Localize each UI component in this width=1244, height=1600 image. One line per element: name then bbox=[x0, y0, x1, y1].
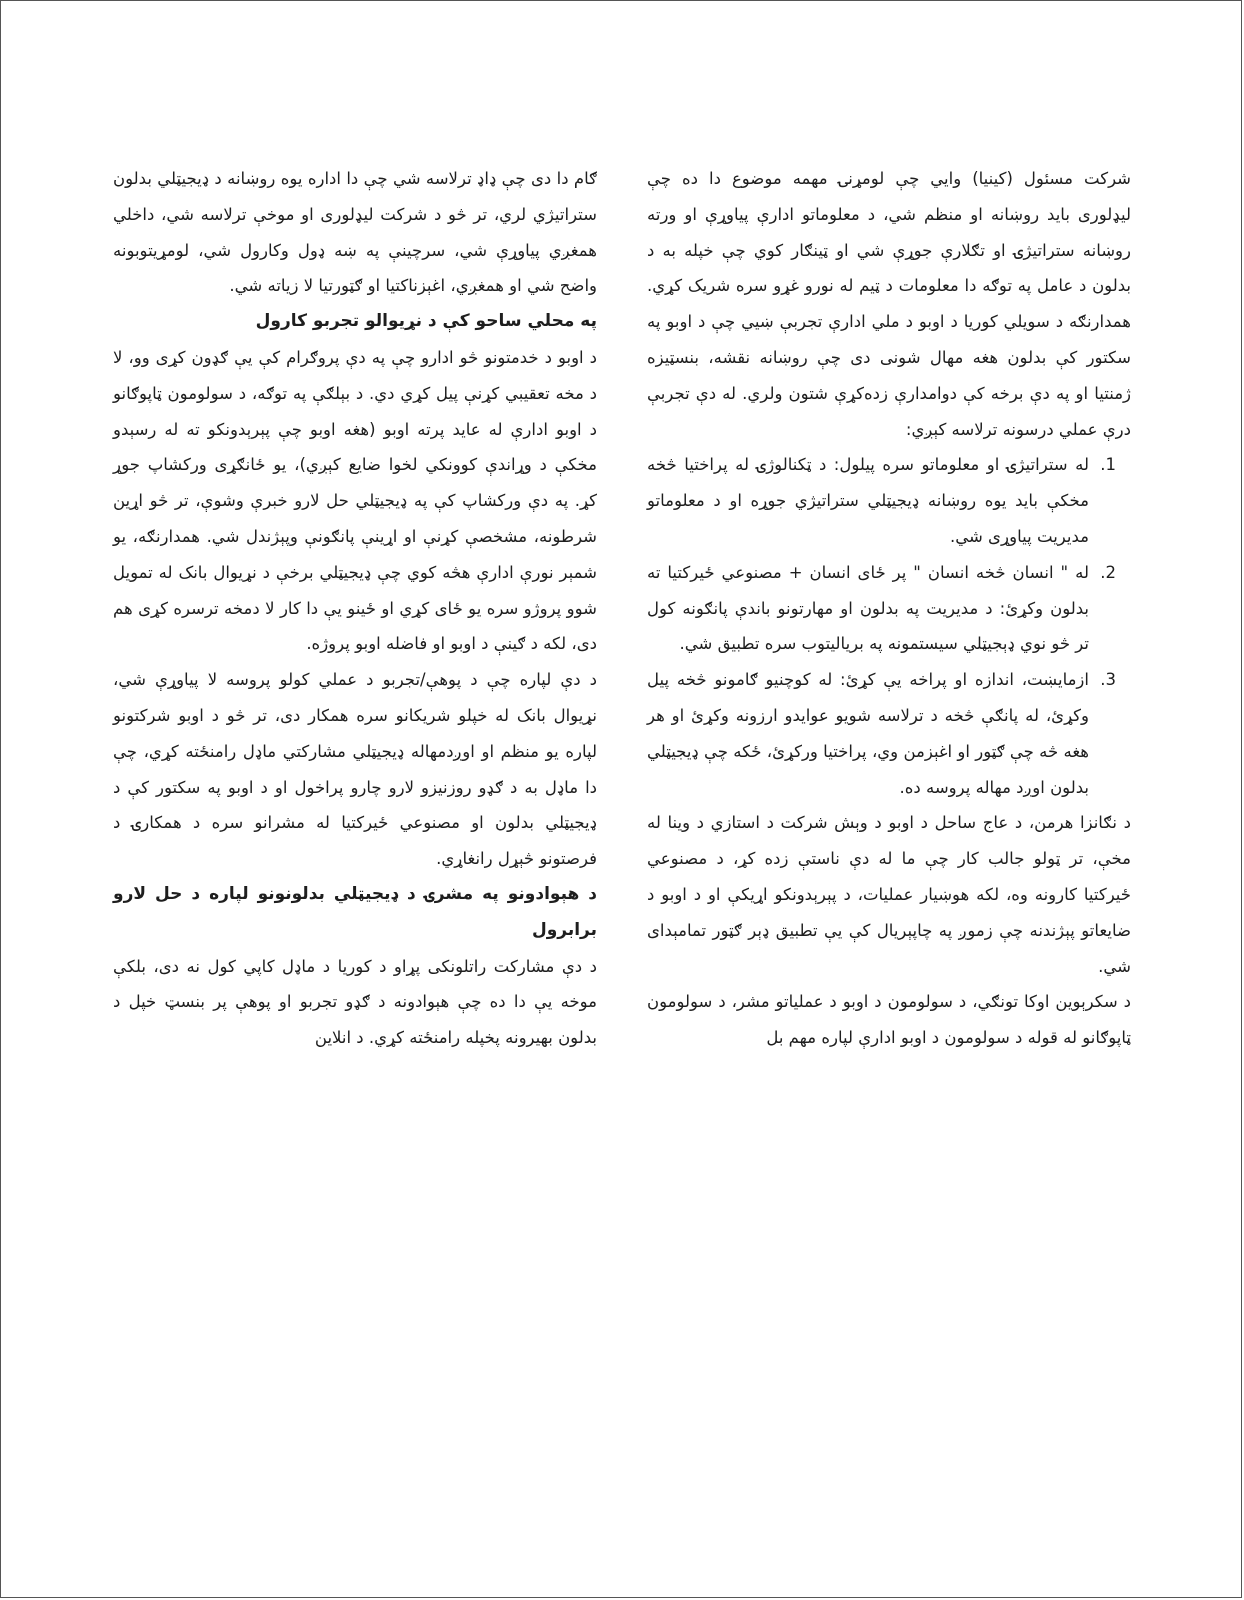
intro-paragraph: شرکت مسئول (کينيا) وايي چې لومړنۍ مهمه موضوع دا ده چې ليډلوری بايد روښانه او منظم شي، د معلوماتو ادارې پياوړې او ورته روښانه ستراتيژۍ او تګلارې جوړې شي او ټينګار کوي چې خپله به د بدلون د عامل په توګه دا معلومات د ټيم له نورو غړو سره شريک کړي. همدارنګه د سويلي کوريا د اوبو د ملي ادارې تجربې ښيي چې د اوبو په سکتور کې بدلون هغه مهال شونی دی چې روښانه نقشه، بنسټيزه ژمنتيا او په دې برخه کې دوامدارې زده‌کړې شتون ولري. له دې تجربې درې عملي درسونه ترلاسه کېږي: bbox=[647, 169, 1131, 439]
section-heading: د هېوادونو په مشرۍ د ډيجيټلي بدلونونو لپاره د حل لارو برابرول bbox=[113, 883, 597, 940]
lessons-list bbox=[647, 447, 1131, 805]
body-paragraph: د دې مشارکت راتلونکی پړاو د کوريا د ماډل کاپي کول نه دی، بلکې موخه يې دا ده چې هېوادونه د ګډو تجربو او پوهې پر بنسټ خپل د بدلون بهيرونه پخپله رامنځته کړي. د انلاين bbox=[113, 956, 597, 1048]
list-item: 2. له " انسان څخه انسان " پر ځای انسان + مصنوعي ځيرکتيا ته بدلون وکړئ: د مديريت په بدلون او مهارتونو باندې پانګونه کول تر څو نوي ډېجيټلي سيستمونه په برياليتوب سره تطبيق شي. bbox=[647, 555, 1095, 662]
left-column bbox=[113, 161, 597, 1056]
list-item: 1. له ستراتيژۍ او معلوماتو سره پيلول: د ټکنالوژۍ له پراختيا څخه مخکې بايد يوه روښانه ډيجيټلي ستراتيژي جوړه او د معلوماتو مديريت پياوړی شي. bbox=[647, 447, 1095, 554]
body-paragraph: د نګانزا هرمن، د عاج ساحل د اوبو د وېش شرکت د استازي د وينا له مخې، تر ټولو جالب کار چې ما له دې ناستې زده کړ، د مصنوعي ځيرکتيا کارونه وه، لکه هوښيار عمليات، د پېرېدونکو اړيکې او د اوبو د ضايعاتو پېژندنه چې زموږ په چاپېريال کې يې تطبيق ډېر ګټور تمامېدای شي. bbox=[647, 813, 1131, 976]
list-item: 3. ازمايښت، اندازه او پراخه يې کړئ: له کوچنيو ګامونو څخه پيل وکړئ، له پانګې څخه د ترلاسه شويو عوايدو ارزونه وکړئ او هر هغه څه چې ګټور او اغېزمن وي، پراختيا ورکړئ، ځکه چې ډيجيټلي بدلون اوږد مهاله پروسه ده. bbox=[647, 662, 1095, 805]
body-paragraph: ګام دا دی چې ډاډ ترلاسه شي چې دا اداره يوه روښانه د ډيجيټلي بدلون ستراتيژي لري، تر څو د شرکت ليډلوری او موخې ترلاسه شي، داخلي همغږي پياوړې شي، سرچينې په ښه ډول وکارول شي، لومړيتوبونه واضح شي او همغږي، اغېزناکتيا او ګټورتيا لا زياته شي. bbox=[113, 169, 597, 296]
section-heading: په محلي ساحو کې د نړيوالو تجربو کارول bbox=[255, 311, 597, 332]
body-paragraph: د سکرېوين اوکا تونګي، د سولومون د اوبو د عملياتو مشر، د سولومون ټاپوګانو له قوله د سولومون د اوبو ادارې لپاره مهم بل bbox=[647, 992, 1131, 1048]
right-column bbox=[647, 161, 1131, 1056]
body-paragraph: د اوبو د خدمتونو څو ادارو چې په دې پروګرام کې يې ګډون کړی وو، لا د مخه تعقيبي کړنې پيل کړي دي. د بېلګې په توګه، د سولومون ټاپوګانو د اوبو ادارې له عايد پرته اوبو (هغه اوبو چې پېرېدونکو ته له رسېدو مخکې د وړاندې کوونکي لخوا ضايع کېږي)، يو ځانګړی ورکشاپ جوړ کړ. په دې ورکشاپ کې په ډيجيټلي حل لارو خبرې وشوې، تر څو اړين شرطونه، مشخصې کړنې او اړينې پانګونې وپېژندل شي. همدارنګه، يو شمېر نورې ادارې هڅه کوي چې ډيجيټلي برخې د نړيوال بانک له تمويل شوو پروژو سره يو ځای کړي او ځينو يې دا کار لا دمخه ترسره کړی هم دی، لکه د ګينې د اوبو او فاضله اوبو پروژه. bbox=[113, 347, 597, 654]
body-paragraph: د دې لپاره چې د پوهې/تجربو د عملي کولو پروسه لا پياوړې شي، نړيوال بانک له خپلو شريکانو سره همکار دی، تر څو د اوبو شرکتونو لپاره يو منظم او اوږدمهاله ډيجيټلي مشارکتي ماډل رامنځته کړي، چې دا ماډل به د ګډو روزنيزو لارو چارو پراخول او د اوبو په سکتور کې د ډيجيټلي بدلون او مصنوعي ځيرکتيا له مشرانو سره د همکارۍ د فرصتونو څېړل رانغاړي. bbox=[113, 670, 597, 869]
